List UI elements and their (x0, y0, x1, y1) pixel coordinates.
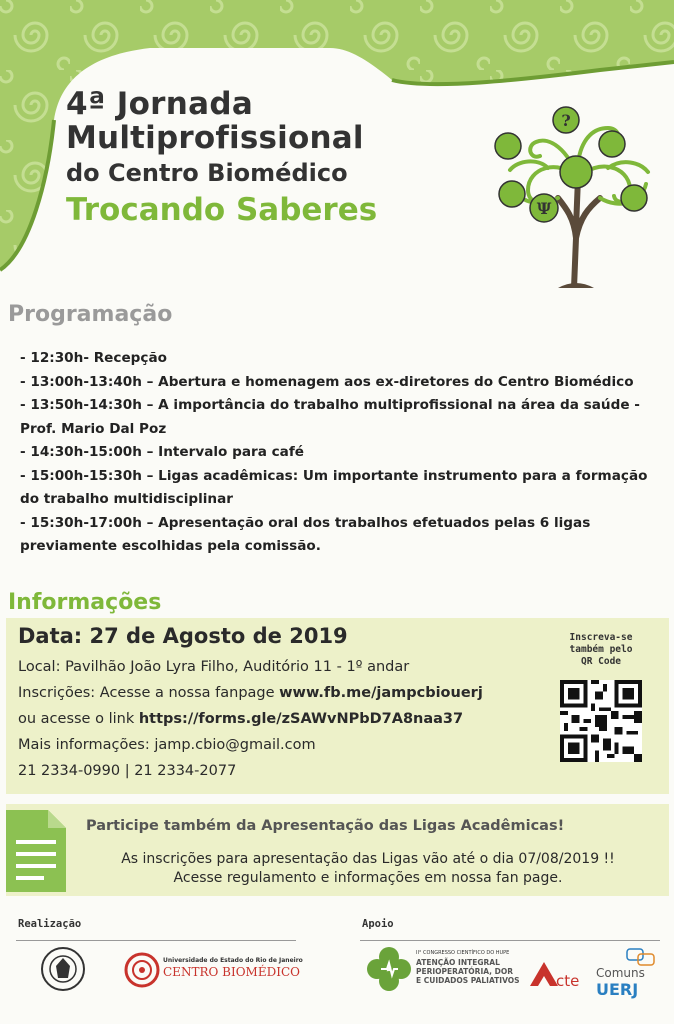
inscricoes-line (18, 685, 483, 701)
programacao-list (20, 347, 660, 559)
document-icon (6, 810, 66, 892)
centro-biomedico-logo-icon (124, 952, 160, 988)
atencao-text (416, 958, 520, 985)
svg-text:Ψ: Ψ (536, 199, 552, 218)
ligas-line1: As inscrições para apresentação das Ligas vão até o dia 07/08/2019 !! (121, 851, 615, 867)
comuns-bubble-icon (626, 948, 656, 968)
inscricoes-text: Inscrições: Acesse a nossa fanpage (18, 685, 280, 701)
apoio-label: Apoio (362, 918, 394, 930)
event-title-line3: do Centro Biomédico (66, 159, 348, 187)
realizacao-label: Realização (18, 918, 82, 930)
congresso-small-text: II° CONGRESSO CIENTÍFICO DO HUPE (416, 950, 510, 956)
event-location: Local: Pavilhão João Lyra Filho, Auditório 11 - 1º andar (18, 659, 410, 675)
tree-logo-icon (488, 98, 668, 288)
apoio-divider (360, 940, 660, 941)
uerj-seal-logo (40, 946, 86, 992)
ligas-description (78, 850, 658, 888)
list-item: - 15:00h-15:30h – Ligas acadêmicas: Um importante instrumento para a formação do trabalho multidisciplinar (20, 467, 648, 507)
contact-email: Mais informações: jamp.cbio@gmail.com (18, 737, 316, 753)
list-item: - 13:50h-14:30h – A importância do trabalho multiprofissional na área da saúde - Prof. Mario Dal Poz (20, 397, 640, 437)
link-text: ou acesse o link (18, 711, 139, 727)
uerj-small-text: Universidade do Estado do Rio de Janeiro (163, 957, 303, 964)
event-date: Data: 27 de Agosto de 2019 (18, 624, 348, 648)
form-link-line (18, 711, 463, 727)
centro-biomedico-text: CENTRO BIOMÉDICO (163, 965, 300, 979)
event-subtitle: Trocando Saberes (66, 192, 378, 228)
contact-phones: 21 2334-0990 | 21 2334-2077 (18, 763, 237, 779)
form-link[interactable]: https://forms.gle/zSAWvNPbD7A8naa37 (138, 711, 464, 727)
svg-text:?: ? (561, 111, 571, 130)
informacoes-heading: Informações (8, 590, 162, 615)
atencao-line3: E CUIDADOS PALIATIVOS (416, 976, 520, 985)
list-item: - 14:30h-15:00h – Intervalo para café (20, 444, 304, 460)
fanpage-link[interactable]: www.fb.me/jampcbiouerj (279, 685, 483, 701)
ligas-line2: Acesse regulamento e informações em nossa fan page. (173, 870, 563, 886)
uerj-text: UERJ (596, 980, 639, 999)
atencao-line1: ATENÇÃO INTEGRAL (416, 958, 500, 967)
realizacao-divider (16, 940, 296, 941)
qr-label-line3: QR Code (580, 656, 622, 667)
qr-code-icon[interactable] (560, 680, 642, 762)
list-item: - 12:30h- Recepção (20, 350, 167, 366)
event-title-block (66, 88, 377, 230)
cte-text: cte (556, 972, 580, 990)
comuns-text: Comuns (596, 966, 645, 980)
hupe-clover-logo-icon (366, 946, 412, 992)
qr-label-line2: também pelo (569, 644, 633, 655)
qr-label (555, 632, 647, 668)
atencao-line2: PERIOPERATÓRIA, DOR (416, 967, 514, 976)
event-title-line2: Multiprofissional (66, 120, 364, 156)
event-title-line1: 4ª Jornada (66, 86, 254, 122)
header-banner (0, 0, 674, 292)
list-item: - 13:00h-13:40h – Abertura e homenagem aos ex-diretores do Centro Biomédico (20, 373, 634, 390)
qr-label-line1: Inscreva-se (569, 632, 633, 643)
ligas-title: Participe também da Apresentação das Ligas Acadêmicas! (86, 818, 565, 834)
programacao-heading: Programação (8, 302, 173, 327)
list-item: - 15:30h-17:00h – Apresentação oral dos trabalhos efetuados pelas 6 ligas previamente escolhidas pela comissão. (20, 514, 591, 554)
